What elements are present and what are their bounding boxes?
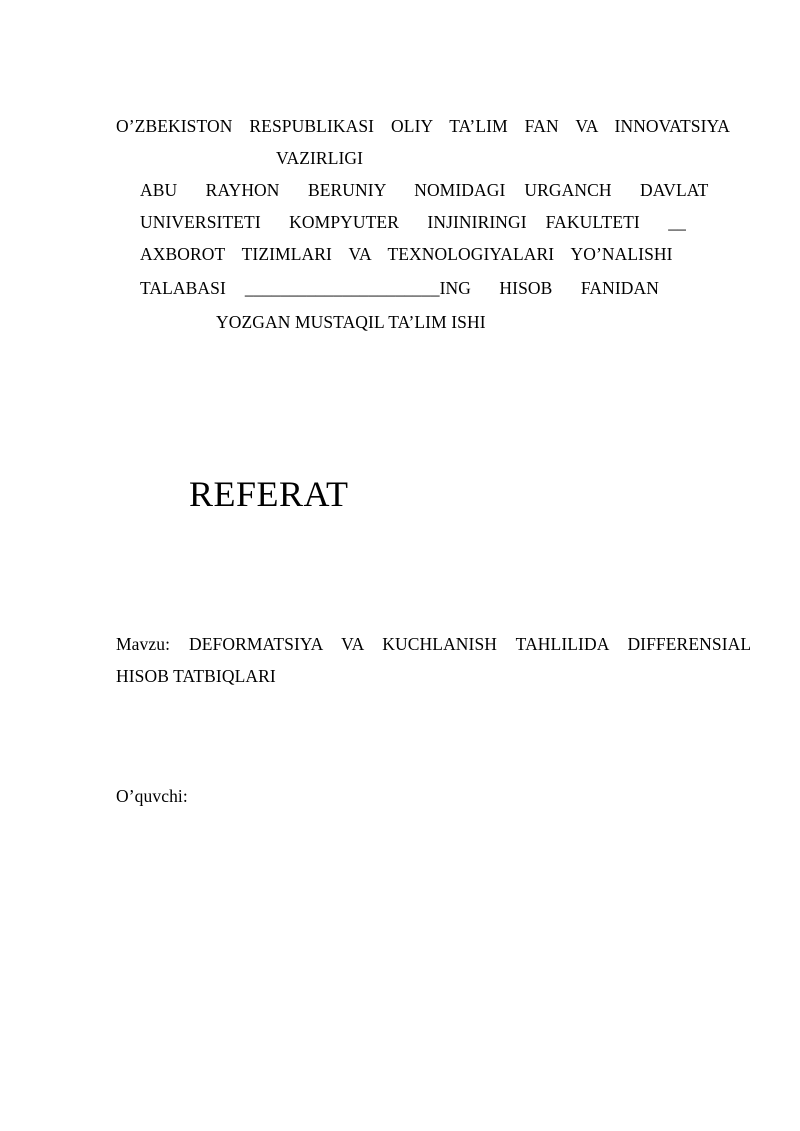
header-line-university: ABU RAYHON BERUNIY NOMIDAGI URGANCH DAVLAT	[140, 180, 709, 200]
header-line-ministry: O’ZBEKISTON RESPUBLIKASI OLIY TA’LIM FAN VA INNOVATSIYA	[116, 116, 731, 136]
header-line-work-type: YOZGAN MUSTAQIL TA’LIM ISHI	[216, 312, 486, 332]
header-line-ministry-cont: VAZIRLIGI	[276, 148, 364, 168]
topic-line-2: HISOB TATBIQLARI	[116, 666, 276, 686]
document-title: REFERAT	[189, 474, 349, 514]
header-line-faculty: UNIVERSITETI KOMPYUTER INJINIRINGI FAKULTETI __	[140, 212, 686, 232]
header-line-student-subject: TALABASI ______________________ING HISOB FANIDAN	[140, 278, 659, 298]
header-line-direction: AXBOROT TIZIMLARI VA TEXNOLOGIYALARI YO’NALISHI	[140, 244, 673, 264]
topic-line-1: Mavzu: DEFORMATSIYA VA KUCHLANISH TAHLILIDA DIFFERENSIAL	[116, 634, 752, 654]
student-label: O’quvchi:	[116, 786, 188, 806]
